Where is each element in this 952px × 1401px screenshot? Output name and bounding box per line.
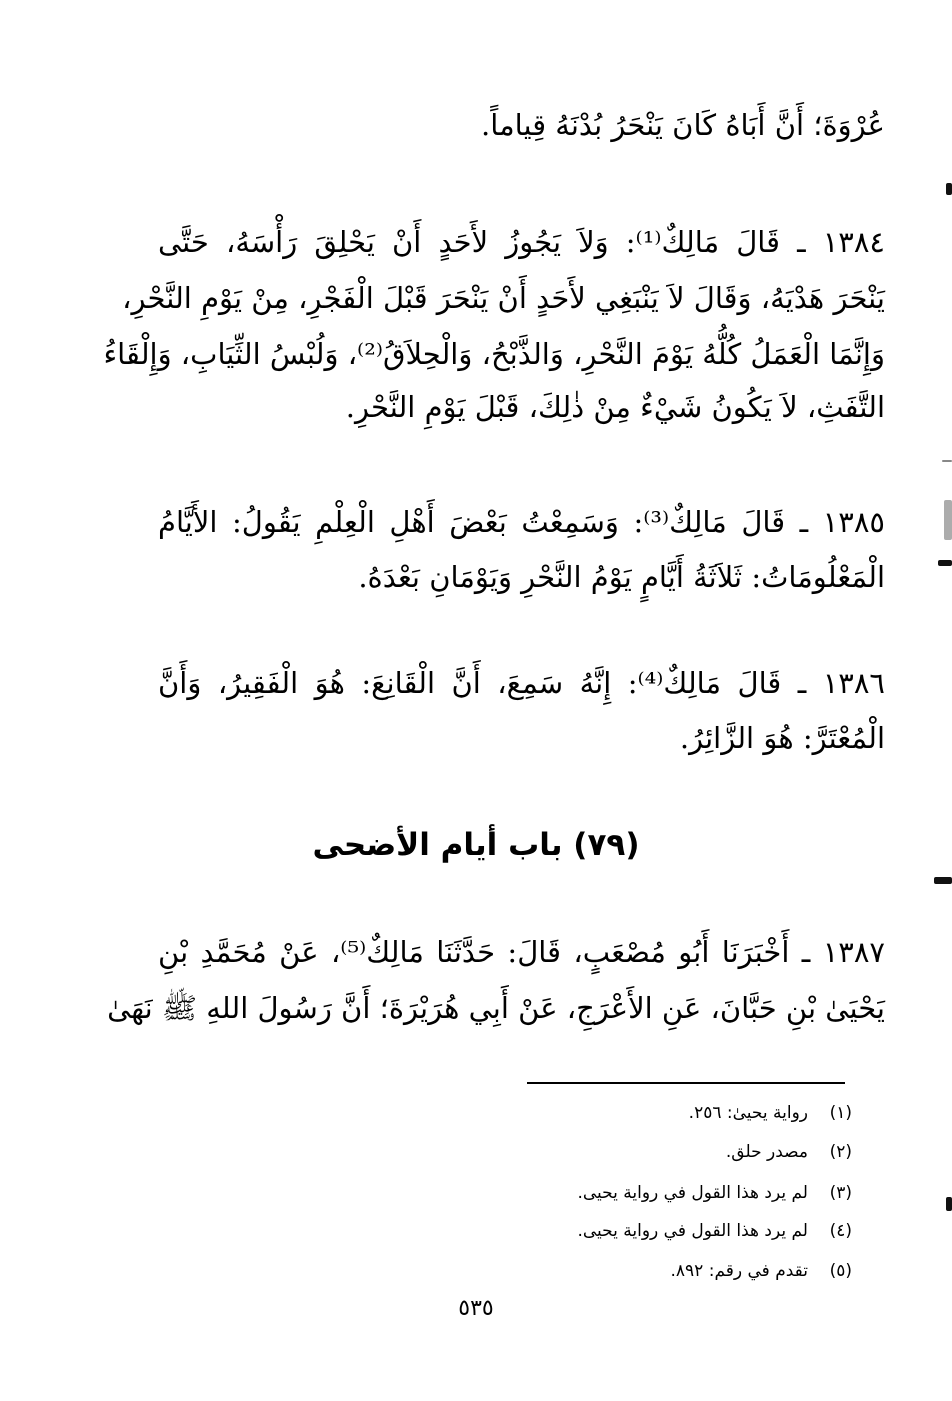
paragraph-1385-line-2: الْمَعْلُومَاتُ: ثَلاَثَةُ أَيَّامٍ يَوْمُ النَّحْرِ وَيَوْمَانِ بَعْدَهُ.	[358, 560, 885, 594]
footnote-4	[577, 1218, 852, 1244]
footnote-5	[671, 1258, 852, 1284]
footnote-text: مصدر حلق.	[725, 1142, 808, 1162]
footnote-separator	[527, 1082, 845, 1084]
paragraph-1386-line-2: الْمُعْتَرَّ: هُوَ الزَّائِرُ.	[679, 721, 885, 755]
footnote-number: (٢)	[829, 1142, 852, 1162]
scan-mark	[946, 1197, 952, 1211]
footnote-3	[577, 1180, 852, 1206]
text-line-1: عُرْوَةَ؛ أَنَّ أَبَاهُ كَانَ يَنْحَرُ بُدْنَهُ قِياماً.	[481, 108, 885, 142]
paragraph-1385-line-1: ١٣٨٥ ـ قَالَ مَالِكٌ⁽³⁾: وَسَمِعْتُ بَعْضَ أَهْلِ الْعِلْمِ يَقُولُ: الأَيَّامُ	[158, 505, 885, 539]
footnote-text: لم يرد هذا القول في رواية يحيى.	[577, 1221, 808, 1241]
paragraph-1384-line-3: وَإِنَّمَا الْعَمَلُ كُلُّهُ يَوْمَ النَّحْرِ، وَالذَّبْحُ، وَالْحِلاَقُ⁽²⁾، وَلُبْسُ الثِّيَابِ، وَإِلْقَاءُ	[103, 337, 885, 371]
scan-mark	[942, 460, 952, 462]
footnote-number: (٣)	[829, 1183, 852, 1203]
footnote-1	[689, 1100, 852, 1126]
footnote-text: رواية يحيىٰ: ٢٥٦.	[688, 1103, 808, 1123]
chapter-heading: (٧٩) باب أيام الأضحى	[312, 827, 640, 863]
scan-mark	[938, 560, 952, 566]
footnote-2	[726, 1139, 852, 1165]
footnote-number: (٥)	[829, 1261, 852, 1281]
scan-mark	[944, 500, 952, 540]
paragraph-1387-line-1: ١٣٨٧ ـ أَخْبَرَنَا أَبُو مُصْعَبٍ، قَالَ: حَدَّثَنَا مَالِكٌ⁽⁵⁾، عَنْ مُحَمَّدِ بْنِ	[158, 935, 886, 969]
paragraph-1387-line-2: يَحْيَىٰ بْنِ حَبَّانَ، عَنِ الأَعْرَجِ، عَنْ أَبِي هُرَيْرَةَ؛ أَنَّ رَسُولَ اللهِ ﷺ نَهَىٰ	[107, 991, 885, 1025]
paragraph-1384-line-4: التَّفَثِ، لاَ يَكُونُ شَيْءٌ مِنْ ذٰلِكَ، قَبْلَ يَوْمِ النَّحْرِ.	[345, 390, 885, 424]
paragraph-1386-line-1: ١٣٨٦ ـ قَالَ مَالِكٌ⁽⁴⁾: إِنَّهُ سَمِعَ، أَنَّ الْقَانِعَ: هُوَ الْفَقِيرُ، وَأَنَّ	[158, 666, 885, 700]
footnote-number: (٤)	[829, 1221, 852, 1241]
scan-mark	[946, 183, 952, 195]
paragraph-1384-line-1: ١٣٨٤ ـ قَالَ مَالِكٌ⁽¹⁾: وَلاَ يَجُوزُ لأَحَدٍ أَنْ يَحْلِقَ رَأْسَهُ، حَتَّى	[158, 225, 885, 259]
footnote-number: (١)	[829, 1103, 852, 1123]
footnote-text: لم يرد هذا القول في رواية يحيى.	[577, 1183, 808, 1203]
page-number: ٥٣٥	[458, 1296, 494, 1321]
paragraph-1384-line-2: يَنْحَرَ هَدْيَهُ، وَقَالَ لاَ يَنْبَغِي لأَحَدٍ أَنْ يَنْحَرَ قَبْلَ الْفَجْرِ، مِنْ يَوْمِ النَّحْرِ،	[122, 281, 885, 315]
footnote-text: تقدم في رقم: ٨٩٢.	[670, 1261, 808, 1281]
scan-mark	[934, 877, 952, 884]
